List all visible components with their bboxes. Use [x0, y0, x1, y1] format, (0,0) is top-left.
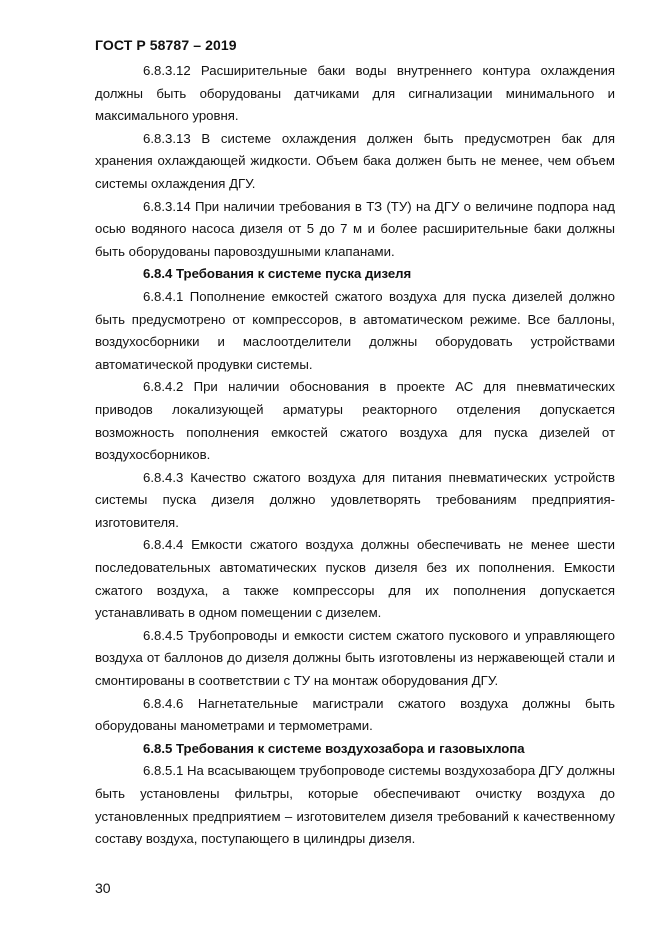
section-heading-6-8-4: 6.8.4 Требования к системе пуска дизеля — [143, 266, 412, 282]
document-body — [95, 60, 615, 851]
paragraph-6-8-4-1: 6.8.4.1 Пополнение емкостей сжатого воздуха для пуска дизелей должно быть предусмотрено от компрессоров, в автоматическом режиме. Все баллоны, воздухосборники и маслоотделители должны оборудовать устройствами автоматической продувки системы. — [95, 288, 615, 372]
section-heading-6-8-5: 6.8.5 Требования к системе воздухозабора и газовыхлопа — [143, 740, 525, 756]
paragraph-6-8-3-12: 6.8.3.12 Расширительные баки воды внутреннего контура охлаждения должны быть оборудованы датчиками для сигнализации минимального и максимального уровня. — [95, 63, 615, 124]
paragraph-6-8-4-5: 6.8.4.5 Трубопроводы и емкости систем сжатого пускового и управляющего воздуха от баллонов до дизеля должны быть изготовлены из нержавеющей стали и смонтированы в соответствии с ТУ на монтаж оборудования ДГУ. — [95, 627, 615, 689]
paragraph-6-8-3-14: 6.8.3.14 При наличии требования в ТЗ (ТУ) на ДГУ о величине подпора над осью водяного насоса дизеля от 5 до 7 м и более расширительные баки должны быть оборудованы паровоздушными клапанами. — [95, 198, 615, 259]
paragraph-6-8-5-1: 6.8.5.1 На всасывающем трубопроводе системы воздухозабора ДГУ должны быть установлены фильтры, которые обеспечивают очистку воздуха до установленных предприятием – изготовителем дизеля требований к качественному составу воздуха, поступающего в цилиндры дизеля. — [95, 763, 615, 847]
paragraph-6-8-4-6: 6.8.4.6 Нагнетательные магистрали сжатого воздуха должны быть оборудованы манометрами и термометрами. — [95, 695, 615, 734]
document-header: ГОСТ Р 58787 – 2019 — [95, 37, 237, 53]
page-number: 30 — [95, 880, 111, 896]
paragraph-6-8-3-13: 6.8.3.13 В системе охлаждения должен быть предусмотрен бак для хранения охлаждающей жидкости. Объем бака должен быть не менее, чем объем системы охлаждения ДГУ. — [95, 130, 615, 191]
paragraph-6-8-4-4: 6.8.4.4 Емкости сжатого воздуха должны обеспечивать не менее шести последовательных автоматических пусков дизеля без их пополнения. Емкости сжатого воздуха, а также компрессоры для их пополнения допускается устанавливать в одном помещении с дизелем. — [95, 537, 615, 621]
paragraph-6-8-4-3: 6.8.4.3 Качество сжатого воздуха для питания пневматических устройств системы пуска дизеля должно удовлетворять требованиям предприятия-изготовителя. — [95, 469, 615, 530]
paragraph-6-8-4-2: 6.8.4.2 При наличии обоснования в проекте АС для пневматических приводов локализующей арматуры реакторного отделения допускается возможность пополнения емкостей сжатого воздуха для пуска дизелей от воздухосборников. — [95, 379, 615, 463]
